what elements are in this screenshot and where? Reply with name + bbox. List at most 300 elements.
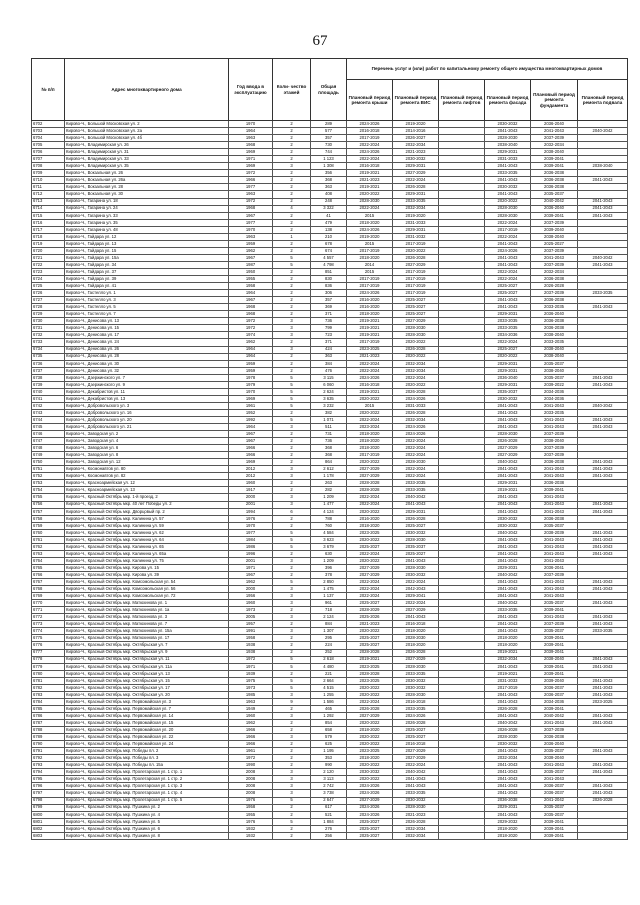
row-number: 6735 bbox=[32, 353, 65, 360]
row-year: 1976 bbox=[229, 515, 273, 522]
table-row bbox=[32, 445, 628, 452]
row-lift-period bbox=[439, 649, 485, 656]
row-facade-period: 2029-2031 bbox=[485, 360, 531, 367]
row-address: Кирово-Ч., Красный Октябрь мкр. Победы пл. 3 bbox=[65, 755, 229, 762]
row-roof-period: 2027-2029 bbox=[347, 473, 393, 480]
row-number: 6777 bbox=[32, 649, 65, 656]
row-address: Кирово-Ч., Гайдара ул. 13 bbox=[65, 240, 229, 247]
row-basement-period: 2033-2035 bbox=[578, 290, 628, 297]
row-year: 1960 bbox=[229, 480, 273, 487]
row-number: 6709 bbox=[32, 170, 65, 177]
row-vis-period: 2032-2034 bbox=[393, 832, 439, 839]
row-area: 356 bbox=[311, 170, 347, 177]
row-basement-period bbox=[578, 487, 628, 494]
row-roof-period: 2025-2027 bbox=[347, 543, 393, 550]
row-floors: 2 bbox=[273, 304, 311, 311]
row-facade-period: 2029-2031 bbox=[485, 311, 531, 318]
row-area: 1 475 bbox=[311, 586, 347, 593]
row-number: 6763 bbox=[32, 550, 65, 557]
table-row bbox=[32, 515, 628, 522]
row-basement-period bbox=[578, 135, 628, 142]
row-floors: 5 bbox=[273, 818, 311, 825]
row-vis-period: 2028-2030 bbox=[393, 635, 439, 642]
row-lift-period bbox=[439, 402, 485, 409]
row-address: Кирово-Ч., Космонавтов ул. 80 bbox=[65, 466, 229, 473]
row-lift-period bbox=[439, 691, 485, 698]
row-floors: 2 bbox=[273, 135, 311, 142]
row-lift-period bbox=[439, 790, 485, 797]
row-year: 1975 bbox=[229, 677, 273, 684]
table-row bbox=[32, 163, 628, 170]
table-row bbox=[32, 198, 628, 205]
row-basement-period bbox=[578, 670, 628, 677]
row-area: 368 bbox=[311, 445, 347, 452]
row-area: 4 515 bbox=[311, 684, 347, 691]
row-foundation-period: 2041-2043 bbox=[531, 593, 578, 600]
row-vis-period: 2022-2024 bbox=[393, 177, 439, 184]
row-vis-period: 2024-2026 bbox=[393, 424, 439, 431]
row-basement-period bbox=[578, 776, 628, 783]
row-vis-period: 2030-2032 bbox=[393, 572, 439, 579]
row-address: Кирово-Ч., Красный Октябрь мкр. Первомайская ул. 15 bbox=[65, 719, 229, 726]
row-basement-period: 2041-2043 bbox=[578, 719, 628, 726]
row-area: 282 bbox=[311, 487, 347, 494]
row-foundation-period: 2039-2041 bbox=[531, 156, 578, 163]
row-roof-period: 2021-2023 bbox=[347, 177, 393, 184]
row-facade-period: 2041-2043 bbox=[485, 297, 531, 304]
row-number: 6768 bbox=[32, 586, 65, 593]
row-roof-period: 2025-2027 bbox=[347, 818, 393, 825]
table-row bbox=[32, 677, 628, 684]
row-area: 864 bbox=[311, 459, 347, 466]
row-number: 6788 bbox=[32, 727, 65, 734]
row-foundation-period: 2036-2037 bbox=[531, 691, 578, 698]
row-facade-period: 2029-2031 bbox=[485, 367, 531, 374]
row-basement-period bbox=[578, 649, 628, 656]
row-floors: 2 bbox=[273, 719, 311, 726]
row-foundation-period: 2036-2037 bbox=[531, 790, 578, 797]
row-facade-period: 2041-2043 bbox=[485, 466, 531, 473]
row-address: Кирово-Ч., Добровольского ул. 3 bbox=[65, 402, 229, 409]
row-year: 1957 bbox=[229, 621, 273, 628]
table-row bbox=[32, 431, 628, 438]
row-roof-period: 2016-2018 bbox=[347, 381, 393, 388]
row-year: 1960 bbox=[229, 712, 273, 719]
row-foundation-period: 2038-2040 bbox=[531, 346, 578, 353]
table-row bbox=[32, 374, 628, 381]
row-basement-period bbox=[578, 353, 628, 360]
row-vis-period: 2018-2020 bbox=[393, 628, 439, 635]
row-number: 6702 bbox=[32, 121, 65, 128]
table-row bbox=[32, 381, 628, 388]
table-row bbox=[32, 727, 628, 734]
row-vis-period: 2041-2043 bbox=[393, 501, 439, 508]
row-lift-period bbox=[439, 818, 485, 825]
row-roof-period: 2020-2022 bbox=[347, 409, 393, 416]
row-roof-period: 2021-2023 bbox=[347, 621, 393, 628]
header-foundation-period: Плановый период ремонта фундамента bbox=[531, 80, 578, 121]
table-row bbox=[32, 536, 628, 543]
row-basement-period: 2041-2043 bbox=[578, 473, 628, 480]
header-roof-period: Плановый период ремонта крыши bbox=[347, 80, 393, 121]
row-address: Кирово-Ч., Гастелло ул. 7 bbox=[65, 311, 229, 318]
row-basement-period bbox=[578, 494, 628, 501]
row-year: 1967 bbox=[229, 212, 273, 219]
table-row bbox=[32, 268, 628, 275]
row-number: 6767 bbox=[32, 579, 65, 586]
row-foundation-period: 2041-2043 bbox=[531, 579, 578, 586]
row-floors: 2 bbox=[273, 177, 311, 184]
row-roof-period: 2028-2030 bbox=[347, 198, 393, 205]
row-facade-period: 2030-2032 bbox=[485, 395, 531, 402]
row-floors: 3 bbox=[273, 712, 311, 719]
row-basement-period bbox=[578, 741, 628, 748]
row-vis-period: 2022-2024 bbox=[393, 374, 439, 381]
row-number: 6760 bbox=[32, 529, 65, 536]
row-area: 252 bbox=[311, 649, 347, 656]
row-area: 744 bbox=[311, 149, 347, 156]
table-row bbox=[32, 128, 628, 135]
row-basement-period bbox=[578, 832, 628, 839]
row-basement-period: 2041-2043 bbox=[578, 712, 628, 719]
row-vis-period: 2031-2032 bbox=[393, 233, 439, 240]
row-area: 577 bbox=[311, 128, 347, 135]
row-address: Кирово-Ч., Заводская ул. 12 bbox=[65, 459, 229, 466]
row-basement-period: 2041-2043 bbox=[578, 416, 628, 423]
row-lift-period bbox=[439, 240, 485, 247]
row-vis-period: 2017-2019 bbox=[393, 290, 439, 297]
row-basement-period bbox=[578, 121, 628, 128]
row-address: Кирово-Ч., Космонавтов ул. 82 bbox=[65, 473, 229, 480]
row-number: 6738 bbox=[32, 374, 65, 381]
row-floors: 3 bbox=[273, 473, 311, 480]
row-number: 6739 bbox=[32, 381, 65, 388]
row-lift-period bbox=[439, 832, 485, 839]
row-address: Кирово-Ч., Красный Октябрь мкр. Комсомольская ул. 54 bbox=[65, 579, 229, 586]
row-basement-period bbox=[578, 339, 628, 346]
row-area: 1 137 bbox=[311, 593, 347, 600]
row-vis-period: 2027-2029 bbox=[393, 607, 439, 614]
row-basement-period bbox=[578, 452, 628, 459]
row-facade-period: 2038-2040 bbox=[485, 142, 531, 149]
row-facade-period: 2022-2024 bbox=[485, 268, 531, 275]
row-lift-period bbox=[439, 579, 485, 586]
row-number: 6755 bbox=[32, 494, 65, 501]
row-floors: 3 bbox=[273, 790, 311, 797]
row-roof-period: 2020-2022 bbox=[347, 691, 393, 698]
row-basement-period bbox=[578, 734, 628, 741]
row-foundation-period: 2039-2041 bbox=[531, 818, 578, 825]
row-year: 1958 bbox=[229, 804, 273, 811]
row-foundation-period: 2041-2043 bbox=[531, 536, 578, 543]
row-lift-period bbox=[439, 367, 485, 374]
row-address: Кирово-Ч., Красный Октябрь мкр. Октябрьская ул. 9 bbox=[65, 649, 229, 656]
row-vis-period: 2041-2043 bbox=[393, 783, 439, 790]
row-number: 6800 bbox=[32, 811, 65, 818]
row-area: 723 bbox=[311, 332, 347, 339]
row-foundation-period: 2037-2039 bbox=[531, 135, 578, 142]
row-area: 2 647 bbox=[311, 797, 347, 804]
row-address: Кирово-Ч., Вокзальная ул. 26 bbox=[65, 170, 229, 177]
row-vis-period: 2027-2029 bbox=[393, 656, 439, 663]
row-number: 6772 bbox=[32, 614, 65, 621]
row-year: 2001 bbox=[229, 557, 273, 564]
row-roof-period: 2018-2020 bbox=[347, 727, 393, 734]
row-basement-period bbox=[578, 642, 628, 649]
row-area: 408 bbox=[311, 191, 347, 198]
row-number: 6786 bbox=[32, 712, 65, 719]
table-row bbox=[32, 480, 628, 487]
row-roof-period: 2019-2021 bbox=[347, 388, 393, 395]
row-basement-period bbox=[578, 409, 628, 416]
row-address: Кирово-Ч., Гастелло ул. 5 bbox=[65, 304, 229, 311]
row-foundation-period: 2041-2043 bbox=[531, 466, 578, 473]
row-vis-period: 2031-2033 bbox=[393, 219, 439, 226]
row-foundation-period: 2041-2043 bbox=[531, 473, 578, 480]
row-facade-period: 2041-2043 bbox=[485, 783, 531, 790]
row-area: 2 612 bbox=[311, 466, 347, 473]
row-lift-period bbox=[439, 311, 485, 318]
row-area: 276 bbox=[311, 825, 347, 832]
row-lift-period bbox=[439, 466, 485, 473]
row-year: 1963 bbox=[229, 233, 273, 240]
row-foundation-period: 2041-2043 bbox=[531, 128, 578, 135]
row-year: 1959 bbox=[229, 367, 273, 374]
row-basement-period: 2041-2043 bbox=[578, 501, 628, 508]
row-year: 1978 bbox=[229, 374, 273, 381]
row-address: Кирово-Ч., Владимирская ул. 35 bbox=[65, 163, 229, 170]
row-lift-period bbox=[439, 663, 485, 670]
row-facade-period: 2020-2022 bbox=[485, 198, 531, 205]
row-basement-period bbox=[578, 557, 628, 564]
row-lift-period bbox=[439, 459, 485, 466]
row-basement-period: 2041-2043 bbox=[578, 536, 628, 543]
row-foundation-period: 2036-2037 bbox=[531, 684, 578, 691]
row-area: 263 bbox=[311, 480, 347, 487]
row-address: Кирово-Ч., Красный Октябрь мкр. Калинина ул. 64 bbox=[65, 536, 229, 543]
row-basement-period: 2041-2043 bbox=[578, 762, 628, 769]
row-floors: 2 bbox=[273, 128, 311, 135]
row-area: 4 798 bbox=[311, 261, 347, 268]
row-vis-period: 2016-2018 bbox=[393, 621, 439, 628]
row-foundation-period: 2039-2022 bbox=[531, 381, 578, 388]
row-roof-period: 2020-2022 bbox=[347, 395, 393, 402]
row-roof-period: 2025-2027 bbox=[347, 825, 393, 832]
row-basement-period: 2033-2035 bbox=[578, 628, 628, 635]
row-roof-period: 2023-2025 bbox=[347, 677, 393, 684]
row-foundation-period: 2041-2043 bbox=[531, 424, 578, 431]
row-area: 295 bbox=[311, 635, 347, 642]
row-number: 6771 bbox=[32, 607, 65, 614]
row-address: Кирово-Ч., Красный Октябрь мкр. Калинина ул. 65а bbox=[65, 550, 229, 557]
row-facade-period: 2041-2043 bbox=[485, 748, 531, 755]
row-roof-period: 2024-2026 bbox=[347, 290, 393, 297]
row-floors: 2 bbox=[273, 311, 311, 318]
row-roof-period: 2022-2024 bbox=[347, 416, 393, 423]
row-facade-period: 2030-2032 bbox=[485, 741, 531, 748]
row-area: 1 209 bbox=[311, 557, 347, 564]
header-floors: Коли- чество этажей bbox=[273, 59, 311, 121]
row-basement-period bbox=[578, 395, 628, 402]
row-number: 6714 bbox=[32, 205, 65, 212]
row-address: Кирово-Ч., Красный Октябрь мкр. Пушкина ул. 2 bbox=[65, 804, 229, 811]
row-foundation-period: 2033-2035 bbox=[531, 339, 578, 346]
row-number: 6762 bbox=[32, 543, 65, 550]
row-roof-period: 2024-2026 bbox=[347, 149, 393, 156]
row-facade-period: 2032-2034 bbox=[485, 656, 531, 663]
row-facade-period: 2032-2034 bbox=[485, 755, 531, 762]
row-vis-period: 2022-2024 bbox=[393, 473, 439, 480]
row-address: Кирово-Ч., Красный Октябрь мкр. Матюхинова ул. 1а bbox=[65, 607, 229, 614]
row-area: 371 bbox=[311, 311, 347, 318]
row-number: 6782 bbox=[32, 684, 65, 691]
row-address: Кирово-Ч., Красный Октябрь мкр. Пролетарская ул. 1 стр. 1 bbox=[65, 769, 229, 776]
row-address: Кирово-Ч., Красный Октябрь мкр. Пролетарская ул. 1 стр. 5 bbox=[65, 797, 229, 804]
row-lift-period bbox=[439, 593, 485, 600]
row-number: 6753 bbox=[32, 480, 65, 487]
row-basement-period bbox=[578, 804, 628, 811]
row-lift-period bbox=[439, 339, 485, 346]
row-lift-period bbox=[439, 480, 485, 487]
table-row bbox=[32, 487, 628, 494]
table-row bbox=[32, 290, 628, 297]
row-roof-period: 2027-2029 bbox=[347, 797, 393, 804]
row-number: 6704 bbox=[32, 135, 65, 142]
row-roof-period: 2019-2020 bbox=[347, 233, 393, 240]
row-address: Кирово-Ч., Красный Октябрь мкр. Калинина ул. 62 bbox=[65, 529, 229, 536]
row-foundation-period: 2037-2039 bbox=[531, 431, 578, 438]
row-lift-period bbox=[439, 734, 485, 741]
table-row bbox=[32, 705, 628, 712]
row-foundation-period: 2037-2039 bbox=[531, 261, 578, 268]
row-year: 1970 bbox=[229, 226, 273, 233]
table-row bbox=[32, 698, 628, 705]
row-floors: 2 bbox=[273, 276, 311, 283]
row-lift-period bbox=[439, 219, 485, 226]
row-area: 718 bbox=[311, 607, 347, 614]
row-number: 6775 bbox=[32, 635, 65, 642]
row-number: 6757 bbox=[32, 508, 65, 515]
table-row bbox=[32, 564, 628, 571]
table-row bbox=[32, 367, 628, 374]
row-floors: 2 bbox=[273, 247, 311, 254]
row-floors: 3 bbox=[273, 628, 311, 635]
row-foundation-period: 2041-2043 bbox=[531, 614, 578, 621]
row-facade-period: 2026-2028 bbox=[485, 705, 531, 712]
row-year: 1969 bbox=[229, 395, 273, 402]
row-number: 6784 bbox=[32, 698, 65, 705]
row-roof-period: 2016-2018 bbox=[347, 163, 393, 170]
row-vis-period: 2029-2031 bbox=[393, 226, 439, 233]
row-year: 1962 bbox=[229, 579, 273, 586]
row-foundation-period: 2041-2043 bbox=[531, 776, 578, 783]
row-address: Кирово-Ч., Гайдара ул. 15а bbox=[65, 254, 229, 261]
row-foundation-period: 2038-2040 bbox=[531, 233, 578, 240]
row-vis-period: 2032-2034 bbox=[393, 205, 439, 212]
row-vis-period: 2035-2037 bbox=[393, 543, 439, 550]
row-roof-period: 2022-2024 bbox=[347, 586, 393, 593]
row-vis-period: 2026-2028 bbox=[393, 719, 439, 726]
table-body bbox=[32, 121, 628, 840]
row-basement-period bbox=[578, 811, 628, 818]
row-year: 2008 bbox=[229, 783, 273, 790]
row-facade-period: 2030-2032 bbox=[485, 184, 531, 191]
row-foundation-period: 2037-2039 bbox=[531, 727, 578, 734]
row-number: 6774 bbox=[32, 628, 65, 635]
row-year: 1959 bbox=[229, 240, 273, 247]
row-vis-period: 2026-2028 bbox=[393, 254, 439, 261]
table-row bbox=[32, 261, 628, 268]
row-vis-period: 2022-2024 bbox=[393, 579, 439, 586]
row-floors: 2 bbox=[273, 142, 311, 149]
row-foundation-period: 2035-2037 bbox=[531, 769, 578, 776]
row-vis-period: 2032-2034 bbox=[393, 825, 439, 832]
row-roof-period: 2016-2020 bbox=[347, 297, 393, 304]
row-address: Кирово-Ч., Гайдара ул. 34 bbox=[65, 261, 229, 268]
row-lift-period bbox=[439, 614, 485, 621]
row-roof-period: 2015 bbox=[347, 268, 393, 275]
row-year: 1972 bbox=[229, 318, 273, 325]
row-foundation-period: 2035-2037 bbox=[531, 360, 578, 367]
row-roof-period: 2017-2019 bbox=[347, 452, 393, 459]
row-address: Кирово-Ч., Гайдара ул. 15 bbox=[65, 247, 229, 254]
row-floors: 5 bbox=[273, 374, 311, 381]
row-roof-period: 2015 bbox=[347, 402, 393, 409]
row-facade-period: 2018-2020 bbox=[485, 642, 531, 649]
row-foundation-period: 2041-2043 bbox=[531, 254, 578, 261]
row-vis-period: 2016-2018 bbox=[393, 741, 439, 748]
row-lift-period bbox=[439, 797, 485, 804]
row-number: 6729 bbox=[32, 311, 65, 318]
row-address: Кирово-Ч., Добровольского ул. 16 bbox=[65, 409, 229, 416]
row-area: 990 bbox=[311, 762, 347, 769]
row-floors: 2 bbox=[273, 642, 311, 649]
row-floors: 5 bbox=[273, 254, 311, 261]
row-year: 1955 bbox=[229, 276, 273, 283]
table-row bbox=[32, 466, 628, 473]
row-floors: 2 bbox=[273, 445, 311, 452]
row-facade-period: 2041-2043 bbox=[485, 776, 531, 783]
row-floors: 2 bbox=[273, 170, 311, 177]
row-number: 6728 bbox=[32, 304, 65, 311]
header-num: № п/п bbox=[32, 59, 65, 121]
row-facade-period: 2040-2042 bbox=[485, 529, 531, 536]
row-lift-period bbox=[439, 177, 485, 184]
row-address: Кирово-Ч., Красноармейская ул. 13 bbox=[65, 487, 229, 494]
row-number: 6780 bbox=[32, 670, 65, 677]
row-basement-period bbox=[578, 318, 628, 325]
row-lift-period bbox=[439, 783, 485, 790]
row-area: 630 bbox=[311, 550, 347, 557]
row-area: 3 738 bbox=[311, 790, 347, 797]
row-foundation-period: 2039-2040 bbox=[531, 226, 578, 233]
row-lift-period bbox=[439, 670, 485, 677]
row-number: 6737 bbox=[32, 367, 65, 374]
row-basement-period bbox=[578, 226, 628, 233]
row-basement-period: 2041-2043 bbox=[578, 769, 628, 776]
row-address: Кирово-Ч., Красный Октябрь мкр. Октябрьская ул. 13 bbox=[65, 670, 229, 677]
row-area: 210 bbox=[311, 233, 347, 240]
row-area: 289 bbox=[311, 121, 347, 128]
row-area: 2 624 bbox=[311, 388, 347, 395]
row-number: 6770 bbox=[32, 600, 65, 607]
row-vis-period: 2026-2028 bbox=[393, 409, 439, 416]
row-address: Кирово-Ч., Добровольского ул. 20 bbox=[65, 416, 229, 423]
row-basement-period: 2041-2043 bbox=[578, 586, 628, 593]
row-vis-period: 2024-2026 bbox=[393, 431, 439, 438]
row-vis-period: 2041-2043 bbox=[393, 614, 439, 621]
row-vis-period: 2020-2022 bbox=[393, 247, 439, 254]
